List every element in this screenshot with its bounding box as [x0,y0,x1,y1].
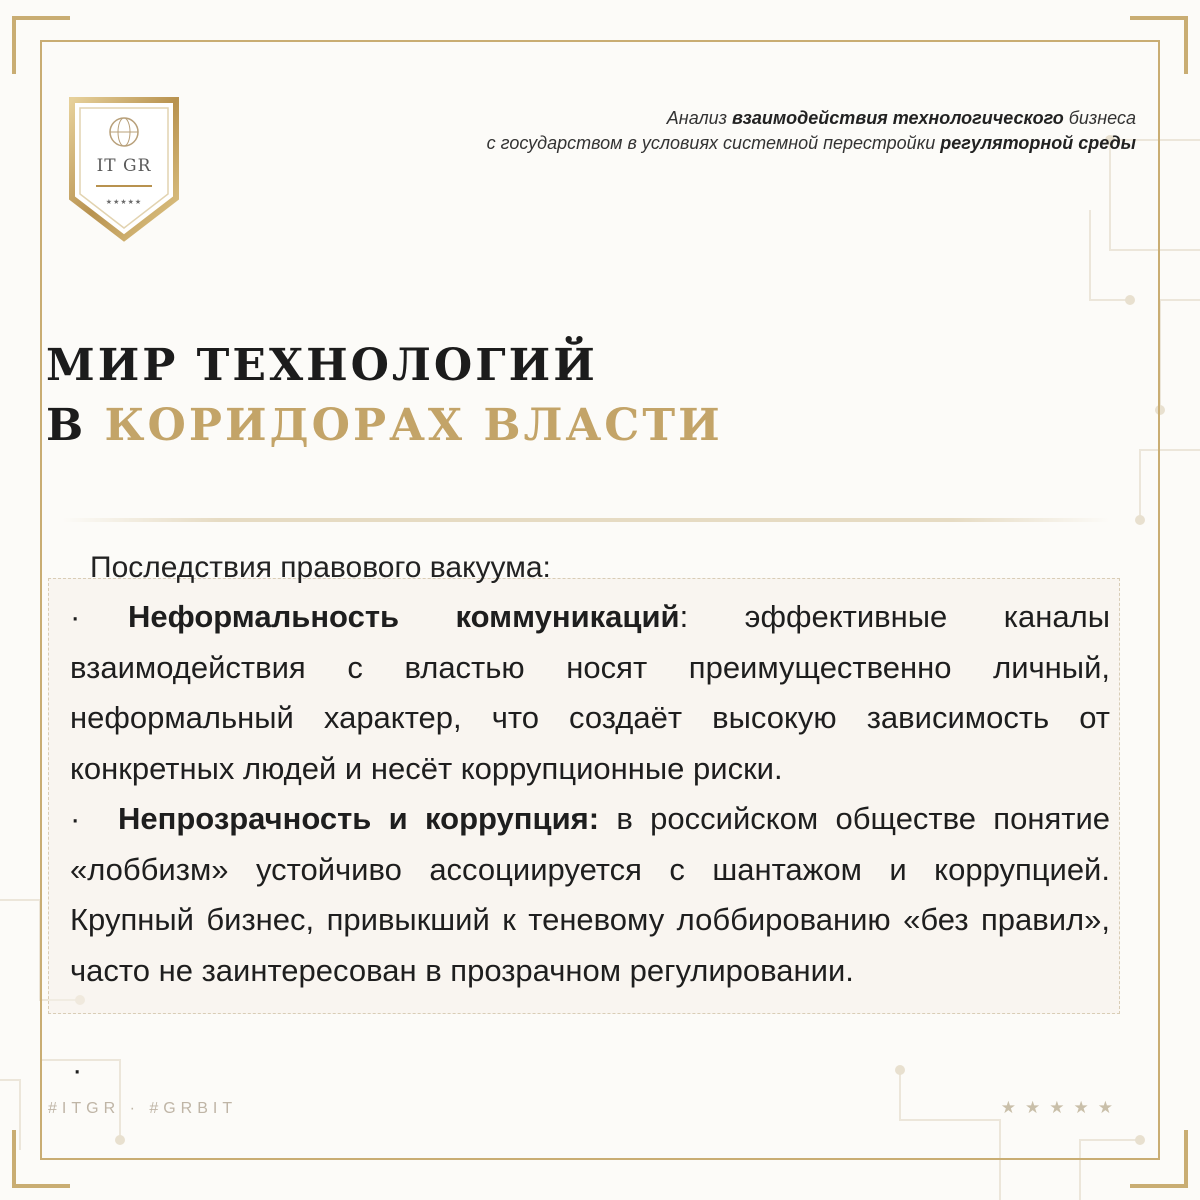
title-line-1: МИР ТЕХНОЛОГИЙ [46,340,598,391]
hashtags: #ITGR · #GRBIT [48,1100,238,1117]
footer-stars: ★★★★★ [1000,1098,1122,1117]
corner-ornament-bottom-right [1126,1126,1190,1190]
section-label: Последствия правового вакуума: [90,551,551,584]
header-run: Анализ [666,108,733,128]
title-line-2-accent: КОРИДОРАХ ВЛАСТИ [104,400,723,451]
header-run: с государством в условиях системной перестройки [486,133,941,153]
body-text [70,592,1110,996]
item-text: : эффективные каналы взаимодействия с властью носят преимущественно личный, неформальный характер, что создаёт высокую зависимость от конкретных людей и несёт коррупционные риски. [70,599,1110,786]
corner-ornament-top-right [1126,14,1190,78]
title-line-2 [46,396,723,456]
header-run: взаимодействия технологического [732,108,1064,128]
list-item [70,794,1110,996]
item-text: в российском обществе понятие «лоббизм» устойчиво ассоциируется с шантажом и коррупцией. Крупный бизнес, привыкший к теневому лоббированию «без правил», часто не заинтересован в прозрачном регулировании. [70,801,1110,988]
header-subtitle [487,106,1136,156]
header-run: регуляторной среды [940,133,1136,153]
list-item [70,592,1110,794]
item-term: Непрозрачность и коррупция: [118,801,600,836]
logo-stars: ★★★★★ [105,199,143,206]
divider [62,518,1110,522]
bullet: · [70,599,81,634]
logo [66,94,182,244]
bullet: · [70,801,81,836]
trailing-bullet: · [72,1052,83,1087]
corner-ornament-top-left [10,14,74,78]
title-line-2-prefix: В [46,400,87,451]
page-title [46,336,723,456]
logo-text: IT GR [96,156,152,176]
header-line-2 [487,131,1136,156]
item-term: Неформальность коммуникаций [128,599,680,634]
header-run: бизнеса [1063,108,1136,128]
header-line-1 [487,106,1136,131]
corner-ornament-bottom-left [10,1126,74,1190]
